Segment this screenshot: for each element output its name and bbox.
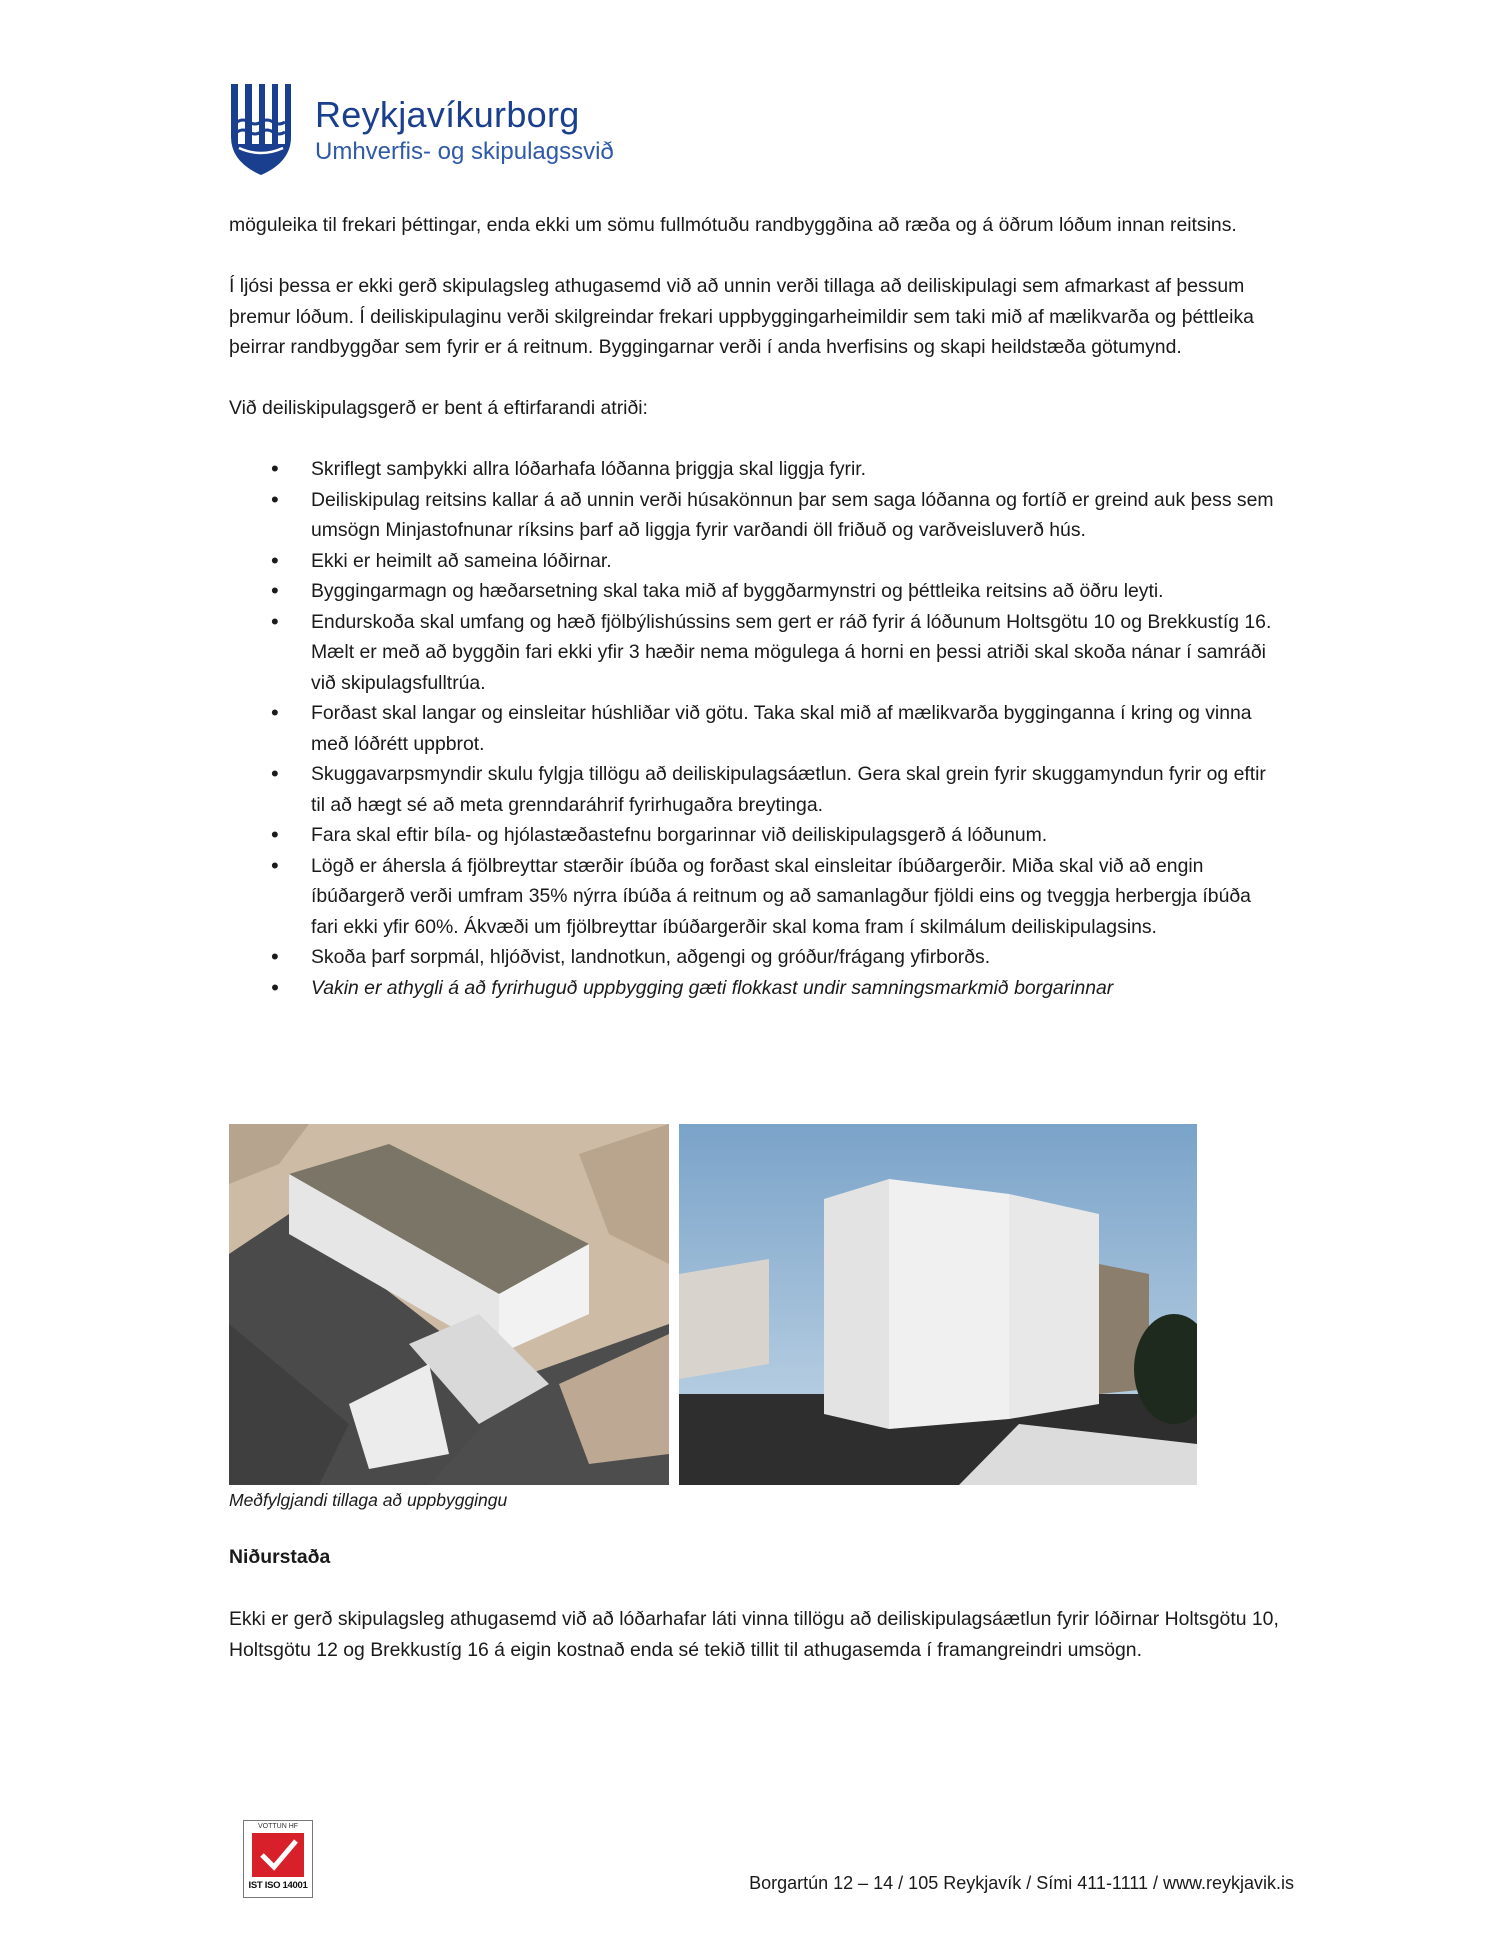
- paragraph-3: Við deiliskipulagsgerð er bent á eftirfarandi atriði:: [229, 397, 648, 419]
- list-item: • Forðast skal langar og einsleitar húshliðar við götu. Taka skal mið af mælikvarða bygginganna í kring og vinna með lóðrétt uppbrot.: [311, 698, 1279, 759]
- footer-address: Borgartún 12 – 14 / 105 Reykjavík / Sími 411-1111 / www.reykjavik.is: [749, 1873, 1294, 1893]
- badge-top-text: VOTTUN HF: [257, 1823, 299, 1830]
- reykjavik-shield-icon: [229, 82, 293, 177]
- list-item: • Byggingarmagn og hæðarsetning skal taka mið af byggðarmynstri og þéttleika reitsins að öðru leyti.: [311, 576, 1279, 607]
- street-rendering-image: [679, 1124, 1197, 1485]
- list-item: • Lögð er áhersla á fjölbreyttar stærðir íbúða og forðast skal einsleitar íbúðargerðir. Miða skal við að engin íbúðargerð verði umfram 35% nýrra íbúða á reitnum og að samanlagður fjöldi eins og tveggja herbergja íbúða fari ekki yfir 60%. Ákvæði um fjölbreyttar íbúðargerðir skal koma fram í skilmálum deiliskipulagsins.: [311, 851, 1279, 943]
- conclusion-heading: Niðurstaða: [229, 1546, 331, 1568]
- aerial-rendering-image: [229, 1124, 669, 1485]
- bullet-list: [229, 454, 1279, 1003]
- list-item: • Skriflegt samþykki allra lóðarhafa lóðanna þriggja skal liggja fyrir.: [311, 454, 1279, 485]
- checkmark-icon: [252, 1833, 304, 1877]
- list-item: • Ekki er heimilt að sameina lóðirnar.: [311, 546, 1279, 577]
- list-item: • Skoða þarf sorpmál, hljóðvist, landnotkun, aðgengi og gróður/frágang yfirborðs.: [311, 942, 1279, 973]
- list-item: • Fara skal eftir bíla- og hjólastæðastefnu borgarinnar við deiliskipulagsgerð á lóðunum.: [311, 820, 1279, 851]
- rendering-images: [229, 1124, 1197, 1485]
- image-caption: Meðfylgjandi tillaga að uppbyggingu: [229, 1490, 508, 1510]
- conclusion-text: Ekki er gerð skipulagsleg athugasemd við að lóðarhafar láti vinna tillögu að deiliskipulagsáætlun fyrir lóðirnar Holtsgötu 10, Holtsgötu 12 og Brekkustíg 16 á eigin kostnað enda sé tekið tillit til athugasemda í framangreindri umsögn.: [229, 1608, 1279, 1661]
- list-item: • Vakin er athygli á að fyrirhuguð uppbygging gæti flokkast undir samningsmarkmið borgarinnar: [311, 973, 1279, 1004]
- list-item: • Endurskoða skal umfang og hæð fjölbýlishússins sem gert er ráð fyrir á lóðunum Holtsgötu 10 og Brekkustíg 16. Mælt er með að byggðin fari ekki yfir 3 hæðir nema mögulega á horni en þessi atriði skal skoða nánar í samráði við skipulagsfulltrúa.: [311, 607, 1279, 699]
- list-item: • Skuggavarpsmyndir skulu fylgja tillögu að deiliskipulagsáætlun. Gera skal grein fyrir skuggamyndun fyrir og eftir til að hægt sé að meta grenndaráhrif fyrirhugaðra breytinga.: [311, 759, 1279, 820]
- header-logo: [229, 82, 614, 177]
- paragraph-1: möguleika til frekari þéttingar, enda ekki um sömu fullmótuðu randbyggðina að ræða og á öðrum lóðum innan reitsins.: [229, 214, 1237, 236]
- list-item: • Deiliskipulag reitsins kallar á að unnin verði húsakönnun þar sem saga lóðanna og fortíð er greind auk þess sem umsögn Minjastofnunar ríksins þarf að liggja fyrir varðandi öll friðuð og varðveisluverð hús.: [311, 485, 1279, 546]
- department-name: Umhverfis- og skipulagssvið: [315, 138, 614, 165]
- paragraph-2: Í ljósi þessa er ekki gerð skipulagsleg athugasemd við að unnin verði tillaga að deiliskipulagi sem afmarkast af þessum þremur lóðum. Í deiliskipulaginu verði skilgreindar frekari uppbyggingarheimildir sem taki mið af mælikvarða og þéttleika þeirrar randbyggðar sem fyrir er á reitnum. Byggingarnar verði í anda hverfisins og skapi heildstæða götumynd.: [229, 275, 1254, 358]
- org-name: Reykjavíkurborg: [315, 94, 580, 135]
- iso-certification-badge: [243, 1820, 313, 1898]
- document-body: [229, 210, 1279, 1003]
- badge-bottom-text: IST ISO 14001: [248, 1880, 308, 1891]
